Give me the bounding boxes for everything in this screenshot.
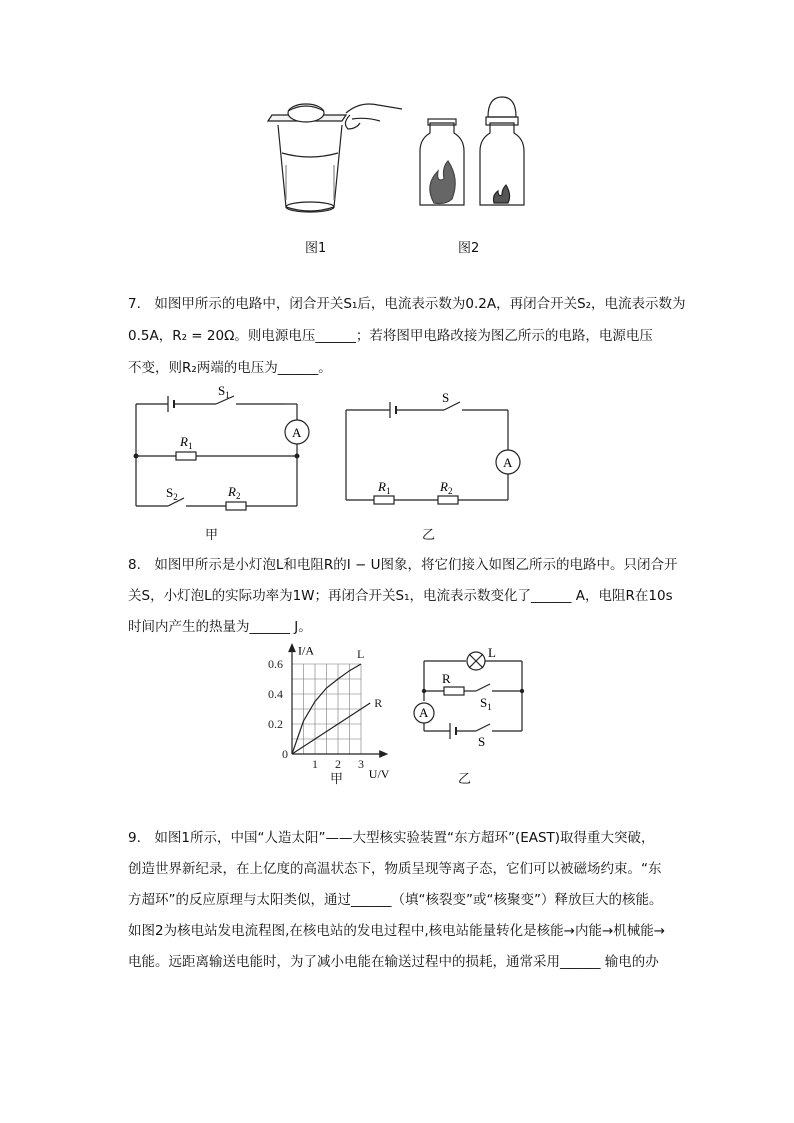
- label-s1: $S_1$: [218, 383, 230, 400]
- x-tick-label: 2: [335, 757, 341, 771]
- label-s1: $S_1$: [480, 695, 492, 712]
- series-r-label: R: [374, 696, 383, 710]
- q7-yi-caption: 乙: [422, 528, 436, 543]
- x-tick-label: 1: [312, 757, 318, 771]
- q8-circuit-caption: 乙: [458, 772, 472, 787]
- q9-line3: 方超环”的反应原理与太阳类似，通过______（填“核裂变”或“核聚变”）释放巨大的核能。: [128, 892, 663, 908]
- label-r2: $R_2$: [440, 479, 453, 496]
- label-r1: $R_1$: [378, 479, 391, 496]
- q7-jia-caption: 甲: [205, 528, 219, 543]
- q8-circuit-yi: [410, 645, 535, 755]
- switch-s1-blade: [476, 684, 490, 691]
- y-tick-label: 0: [282, 747, 288, 761]
- label-ammeter: A: [292, 425, 302, 440]
- label-s: S: [478, 734, 486, 749]
- q9-line1: 9. 如图1所示，中国“人造太阳”——大型核实验装置“东方超环”(EAST)取得重大突破，: [128, 830, 655, 846]
- label-s2: $S_2$: [166, 485, 178, 502]
- resistor-r: [444, 687, 464, 695]
- resistor-r2: [226, 502, 246, 510]
- q7-line3: 不变，则R₂两端的电压为______。: [128, 360, 332, 376]
- resistor-r1: [176, 452, 196, 460]
- x-tick-label: 3: [358, 757, 364, 771]
- fig2-bottles-drawing: [420, 97, 524, 205]
- q9-line4: 如图2为核电站发电流程图,在核电站的发电过程中,核电站能量转化是核能→内能→机械能→: [128, 923, 666, 939]
- q9-line5: 电能。远距离输送电能时，为了减小电能在输送过程中的损耗，通常采用______ 输电的办: [128, 954, 659, 970]
- series-l-label: L: [357, 647, 365, 661]
- q9-line2: 创造世界新纪录，在上亿度的高温状态下，物质呈现等离子态，它们可以被磁场约束。“东: [128, 861, 662, 877]
- q8-iu-chart: [262, 642, 412, 782]
- fig2-caption: 图2: [458, 241, 480, 256]
- y-axis-arrow: [289, 645, 295, 652]
- fig1-caption: 图1: [305, 241, 327, 256]
- y-tick-label: 0.6: [268, 657, 283, 671]
- y-axis-label: I/A: [298, 643, 314, 658]
- q8-line2: 关S，小灯泡L的实际功率为1W；再闭合开关S₁，电流表示数变化了______ A，电阻R在10s: [128, 588, 673, 604]
- label-r: R: [442, 671, 451, 686]
- q8-line3: 时间内产生的热量为______ J。: [128, 619, 312, 635]
- junction-dot: [134, 454, 139, 459]
- label-lamp: L: [488, 645, 496, 660]
- q8-line1: 8. 如图甲所示是小灯泡L和电阻R的I − U图象，将它们接入如图乙所示的电路中。只闭合开: [128, 557, 678, 573]
- label-ammeter: A: [419, 705, 429, 720]
- label-s: S: [442, 390, 450, 405]
- y-tick-label: 0.2: [268, 717, 283, 731]
- fig1-beaker-egg-drawing: [268, 104, 402, 212]
- y-tick-label: 0.4: [268, 687, 283, 701]
- q7-line2: 0.5A，R₂ = 20Ω。则电源电压______；若将图甲电路改接为图乙所示的电路，电源电压: [128, 328, 653, 344]
- label-ammeter: A: [503, 455, 513, 470]
- x-axis-arrow: [380, 751, 387, 757]
- q7-circuit-yi: [340, 390, 530, 510]
- junction-dot: [295, 454, 300, 459]
- x-axis-label: U/V: [368, 767, 390, 781]
- q7-line1: 7. 如图甲所示的电路中，闭合开关S₁后，电流表示数为0.2A，再闭合开关S₂，电流表示数为: [128, 296, 686, 312]
- top-illustrations: [262, 95, 532, 220]
- q7-circuit-jia: [130, 382, 320, 517]
- switch-s-blade: [476, 724, 490, 731]
- q8-chart-caption: 甲: [330, 772, 344, 787]
- label-r1: $R_1$: [180, 434, 193, 451]
- label-r2: $R_2$: [228, 484, 241, 501]
